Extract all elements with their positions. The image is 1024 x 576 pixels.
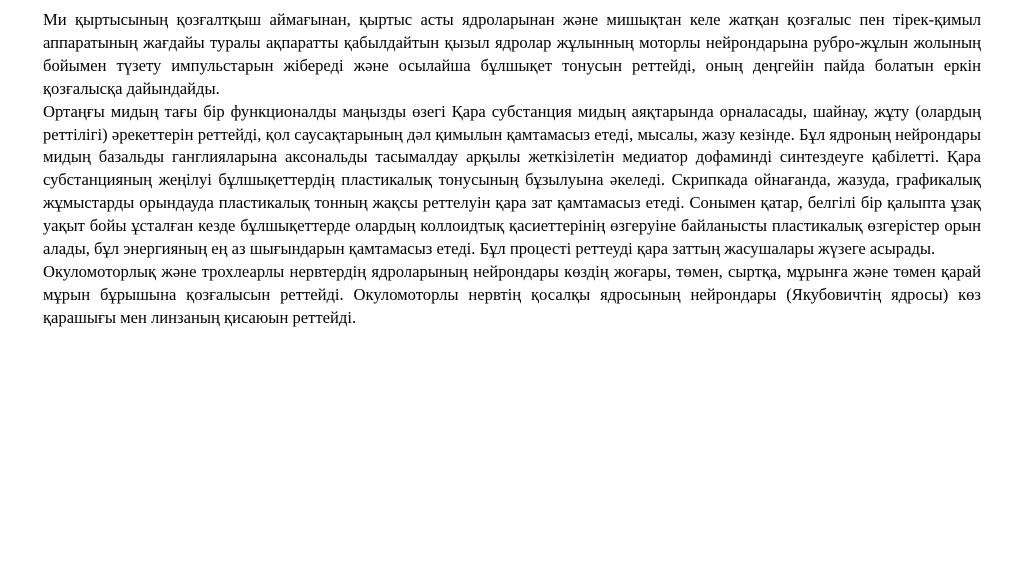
paragraph-red-nucleus: Ми қыртысының қозғалтқыш аймағынан, қыртыс асты ядроларынан және мишықтан келе жатқан қозғалыс пен тірек-қимыл аппаратының жағдайы туралы ақпаратты қабылдайтын қызыл ядролар жұлынның моторлы нейрондарына рубро-жұлын жолының бойымен түзету импульстарын жібереді және осылайша бұлшықет тонусын реттейді, оның деңгейін пайда болатын еркін қозғалысқа дайындайды. [43,10,981,98]
document-body [43,9,981,330]
paragraph-oculomotor: Окуломоторлық және трохлеарлы нервтердің ядроларының нейрондары көздің жоғары, төмен, сыртқа, мұрынға және төмен қарай мұрын бұрышына қозғалысын реттейді. Окуломоторлы нервтің қосалқы ядросының нейрондары (Якубовичтің ядросы) көз қарашығы мен линзаның қисаюын реттейді. [43,261,981,327]
paragraph-substantia-nigra: Ортаңғы мидың тағы бір функционалды маңызды өзегі Қара субстанция мидың аяқтарында орналасады, шайнау, жұту (олардың реттілігі) әрекеттерін реттейді, қол саусақтарының дәл қимылын қамтамасыз етеді, мысалы, жазу кезінде. Бұл ядроның нейрондары мидың базальды ганглияларына аксональды тасымалдау арқылы жеткізілетін медиатор дофаминді синтездеуге қабілетті. Қара субстанцияның жеңілуі бұлшықеттердің пластикалық тонусының бұзылуына әкеледі. Скрипкада ойнағанда, жазуда, графикалық жұмыстарды орындауда пластикалық тонның жақсы реттелуін қара зат қамтамасыз етеді. Сонымен қатар, белгілі бір қалыпта ұзақ уақыт бойы ұсталған кезде бұлшықеттерде олардың коллоидтық қасиеттерінің өзгеруіне байланысты пластикалық өзгерістер орын алады, бұл энергияның ең аз шығындарын қамтамасыз етеді. Бұл процесті реттеуді қара заттың жасушалары жүзеге асырады. [43,101,981,259]
